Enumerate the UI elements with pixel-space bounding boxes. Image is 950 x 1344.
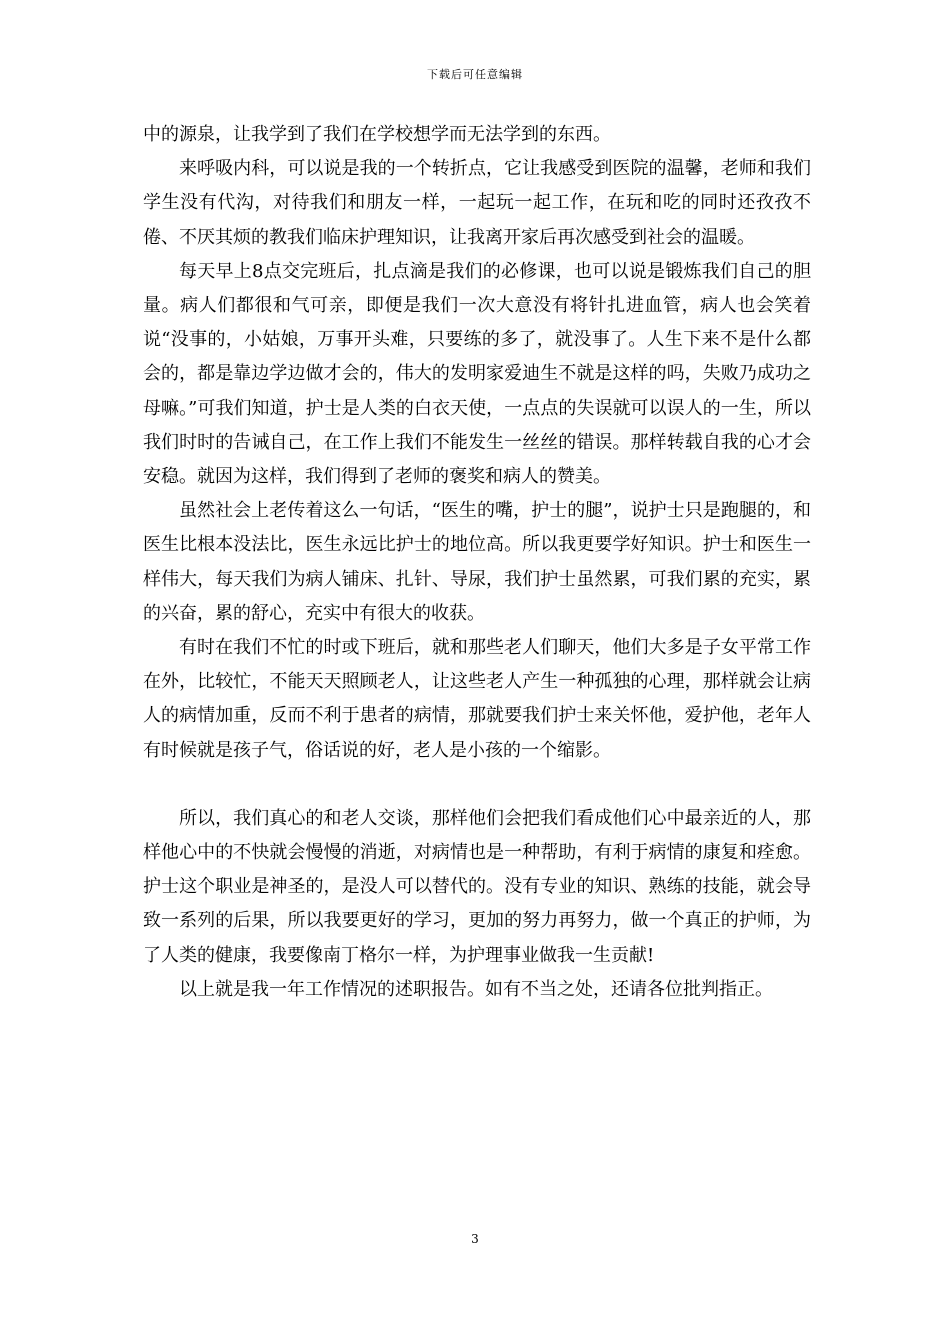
paragraph-3: 每天早上8点交完班后，扎点滴是我们的必修课，也可以说是锻炼我们自己的胆量。病人们都很和气可亲，即便是我们一次大意没有将针扎进血管，病人也会笑着说“没事的，小姑娘，万事开头难，只要练的多了，就没事了。人生下来不是什么都会的，都是靠边学边做才会的，伟大的发明家爱迪生不就是这样的吗，失败乃成功之母嘛。”可我们知道，护士是人类的白衣天使，一点点的失误就可以误人的一生，所以我们时时的告诫自己，在工作上我们不能发生一丝丝的错误。那样转载自我的心才会安稳。就因为这样，我们得到了老师的褒奖和病人的赞美。 xyxy=(143,260,811,488)
paragraph-2: 来呼吸内科，可以说是我的一个转折点，它让我感受到医院的温馨，老师和我们学生没有代沟，对待我们和朋友一样，一起玩一起工作，在玩和吃的同时还孜孜不倦、不厌其烦的教我们临床护理知识，让我离开家后再次感受到社会的温暖。 xyxy=(143,158,811,248)
paragraph-5: 有时在我们不忙的时或下班后，就和那些老人们聊天，他们大多是子女平常工作在外，比较忙，不能天天照顾老人，让这些老人产生一种孤独的心理，那样就会让病人的病情加重，反而不利于患者的病情，那就要我们护士来关怀他，爱护他，老年人有时候就是孩子气，俗话说的好，老人是小孩的一个缩影。 xyxy=(143,637,811,761)
paragraph-7: 以上就是我一年工作情况的述职报告。如有不当之处，还请各位批判指正。 xyxy=(179,978,773,1000)
document-body xyxy=(143,118,811,1007)
paragraph-6: 所以，我们真心的和老人交谈，那样他们会把我们看成他们心中最亲近的人，那样他心中的不快就会慢慢的消逝，对病情也是一种帮助，有利于病情的康复和痊愈。护士这个职业是神圣的，是没人可以替代的。没有专业的知识、熟练的技能，就会导致一系列的后果，所以我要更好的学习，更加的努力再努力，做一个真正的护师，为了人类的健康，我要像南丁格尔一样，为护理事业做我一生贡献! xyxy=(143,807,811,966)
paragraph-1: 中的源泉，让我学到了我们在学校想学而无法学到的东西。 xyxy=(143,124,611,145)
page-number: 3 xyxy=(471,1232,479,1246)
page-header: 下载后可任意编辑 xyxy=(427,68,523,81)
paragraph-4: 虽然社会上老传着这么一句话，“医生的嘴，护士的腿”，说护士只是跑腿的，和医生比根本没法比，医生永远比护士的地位高。所以我更要学好知识。护士和医生一样伟大，每天我们为病人铺床、扎针、导尿，我们护士虽然累，可我们累的充实，累的兴奋，累的舒心，充实中有很大的收获。 xyxy=(143,500,811,624)
